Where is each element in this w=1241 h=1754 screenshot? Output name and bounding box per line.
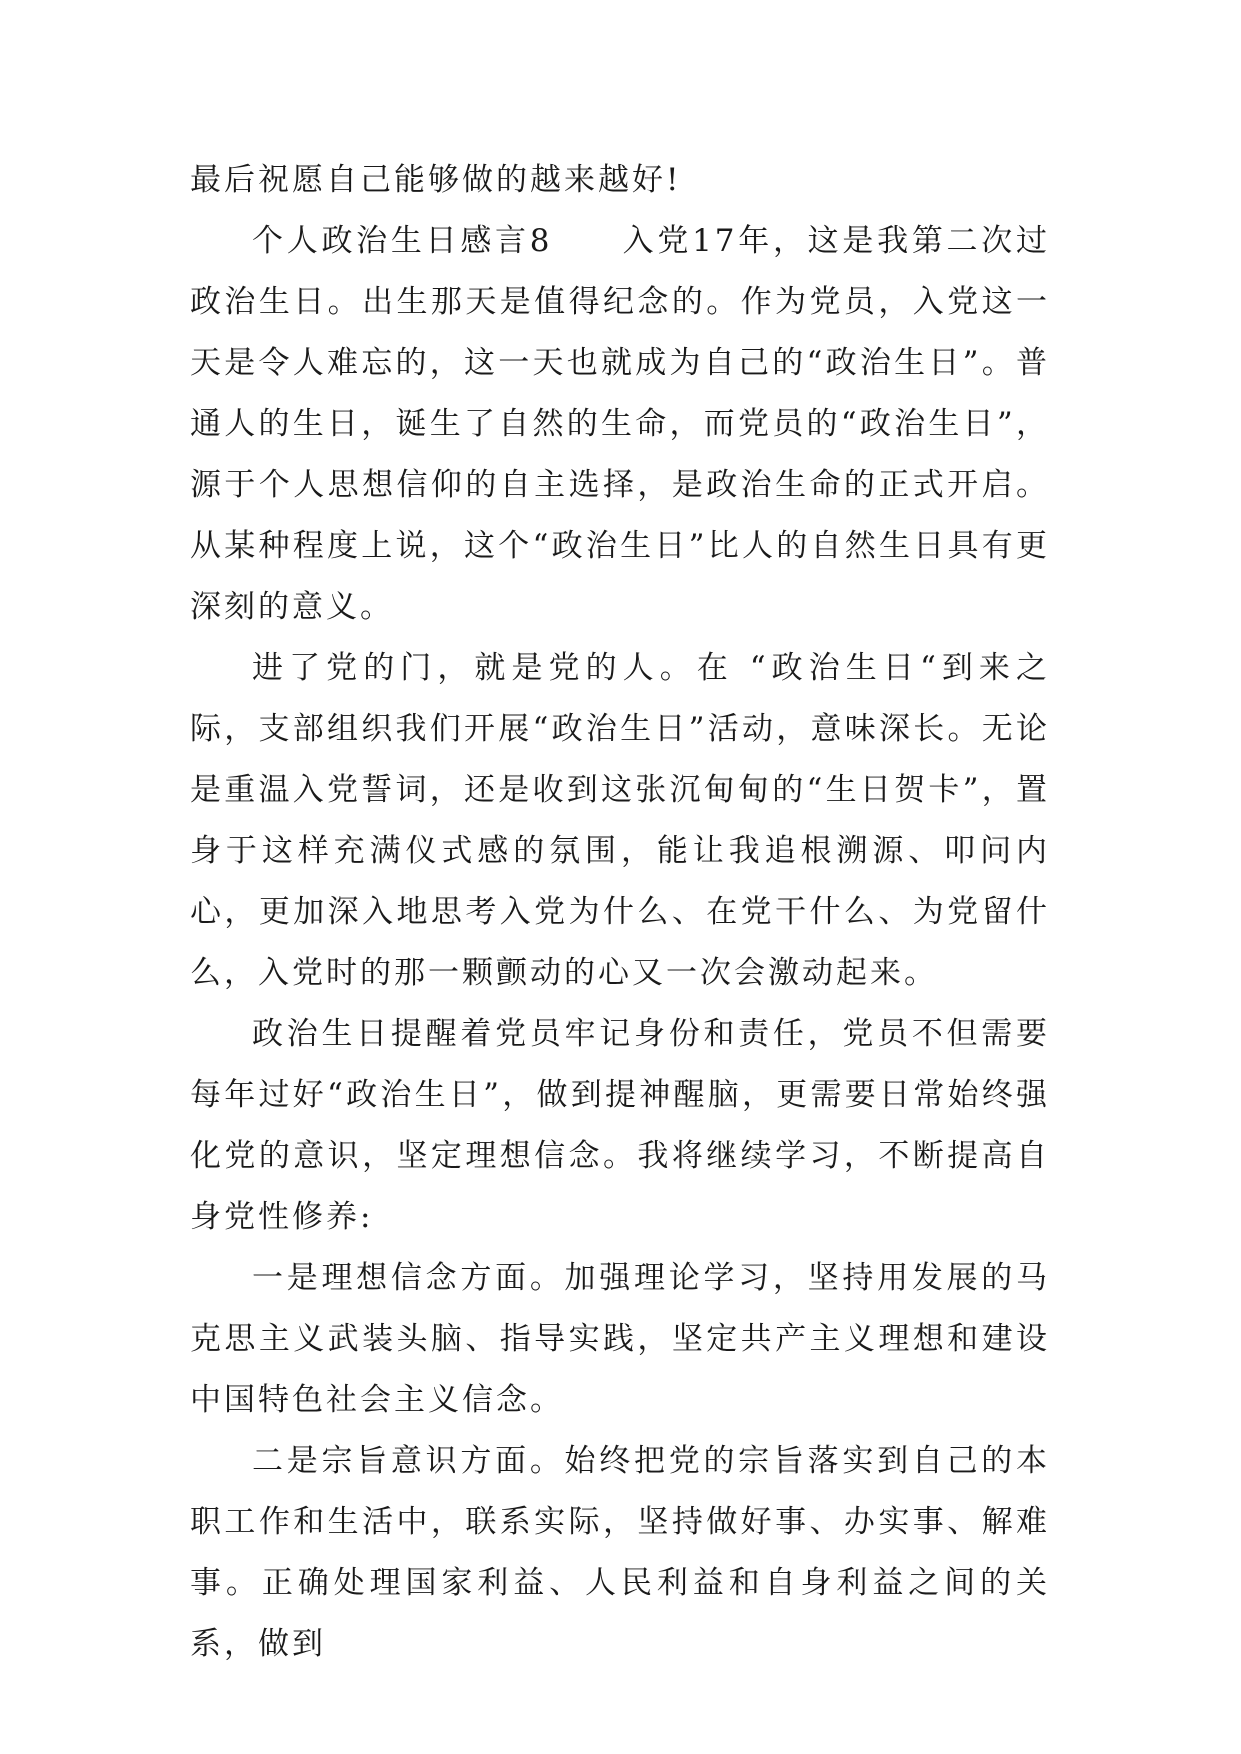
paragraph-branch-activity: 进了党的门，就是党的人。在 “政治生日“到来之际，支部组织我们开展“政治生日”活动，意味深长。无论是重温入党誓词，还是收到这张沉甸甸的“生日贺卡”，置身于这样充满仪式感的氛围，能让我追根溯源、叩问内心，更加深入地思考入党为什么、在党干什么、为党留什么，入党时的那一颗颤动的心又一次会激动起来。 (190, 650, 1050, 991)
paragraph-ideals: 一是理想信念方面。加强理论学习，坚持用发展的马克思主义武装头脑、指导实践，坚定共产主义理想和建设中国特色社会主义信念。 (190, 1260, 1050, 1418)
paragraph-essay-intro: 个人政治生日感言8 入党17年，这是我第二次过政治生日。出生那天是值得纪念的。作为党员，入党这一天是令人难忘的，这一天也就成为自己的“政治生日”。普通人的生日，诞生了自然的生命，而党员的“政治生日”， 源于个人思想信仰的自主选择，是政治生命的正式开启。从某种程度上说，这个“政治生日”比人的自然生日具有更深刻的意义。 (190, 223, 1050, 625)
paragraph-purpose: 二是宗旨意识方面。始终把党的宗旨落实到自己的本职工作和生活中，联系实际，坚持做好事、办实事、解难事。正确处理国家利益、人民利益和自身利益之间的关系，做到 (190, 1443, 1050, 1662)
paragraph-closing-wish: 最后祝愿自己能够做的越来越好! (190, 162, 682, 198)
paragraph-responsibility: 政治生日提醒着党员牢记身份和责任，党员不但需要每年过好“政治生日”，做到提神醒脑，更需要日常始终强化党的意识，坚定理想信念。我将继续学习，不断提高自身党性修养: (190, 1016, 1050, 1235)
document-page (190, 150, 1050, 1675)
